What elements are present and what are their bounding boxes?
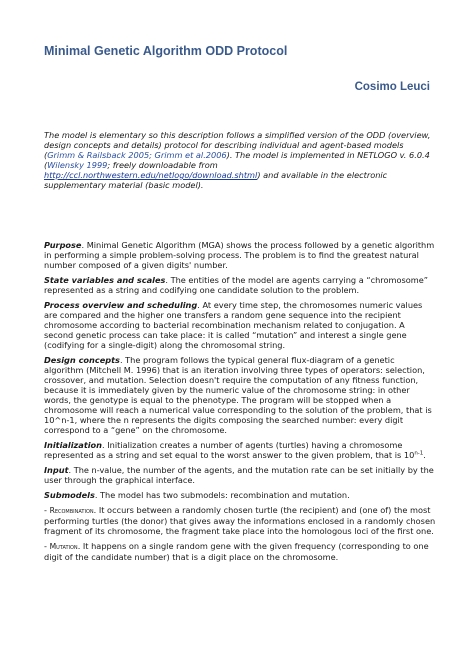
citation-link-wilensky[interactable]: Wilensky 1999: [47, 160, 108, 170]
citation-link-grimm[interactable]: Grimm & Railsback 2005; Grimm et al.2006: [47, 150, 227, 160]
process-overview-text: . At every time step, the chromosomes numeric values are compared and the higher one transfers a random gene sequence into the recipient chromosome according to bacterial recombination mechanism related to conjugation. A second genetic process can take place: it is called “mutation” and interest a single gene (codifying for a single-digit) along the chromosomal string.: [44, 300, 423, 350]
input-paragraph: [44, 465, 436, 485]
submodels-paragraph: [44, 490, 436, 500]
abstract: [44, 130, 436, 190]
abstract-text-2: ). The model is implemented in NETLOGO v. 6.0.4 (: [44, 150, 430, 170]
initialization-heading: Initialization: [44, 440, 103, 450]
state-variables-text: . The entities of the model are agents carrying a “chromosome” represented as a string and codifying one candidate solution to the problem.: [44, 275, 428, 295]
process-overview-paragraph: [44, 300, 436, 350]
design-concepts-text-1: . The program follows the typical general flux-diagram of a genetic algorithm (: [44, 355, 395, 375]
abstract-text-3: ; freely downloadable from: [107, 160, 218, 170]
state-variables-paragraph: [44, 275, 436, 295]
recombination-dash: -: [44, 505, 50, 515]
initialization-end: .: [423, 450, 426, 460]
mutation-name: Mutation: [49, 542, 78, 551]
recombination-name: Recombination: [49, 506, 94, 515]
mutation-paragraph: [44, 541, 436, 562]
mutation-dash: -: [44, 541, 50, 551]
design-concepts-text-2: ) that is an iteration involving three types of operators: selection, crossover, and mutation. Selection doesn't require the computation of any fitness function, because it is immediately given by the numeric value of the chromosome string: in other words, the genotype is equal to the phenotype. The program will be stopped when a chromosome will reach a numerical value corresponding to the solution of the problem, that is 10^n-1, where the n represents the digits composing the searched number: every digit correspond to a “gene” on the chromosome.: [44, 365, 432, 435]
mutation-text: . It happens on a single random gene with the given frequency (corresponding to one digit of the candidate number) that is a digit place on the chromosome.: [44, 541, 429, 562]
input-text: . The n-value, the number of the agents, and the mutation rate can be set initially by the user through the graphical interface.: [44, 465, 434, 485]
document-body: [44, 240, 436, 567]
input-heading: Input: [44, 465, 69, 475]
process-overview-heading: Process overview and scheduling: [44, 300, 198, 310]
abstract-text-4: ) and available in the electronic supplementary material (basic model).: [44, 170, 388, 190]
purpose-heading: Purpose: [44, 240, 82, 250]
submodels-heading: Submodels: [44, 490, 95, 500]
abstract-text-1: The model is elementary so this description follows a simplified version of the ODD (overview, design concepts and details) protocol for describing individual and agent-based models (: [44, 130, 431, 160]
design-concepts-heading: Design concepts: [44, 355, 120, 365]
citation-mitchell: Mitchell M. 1996: [89, 365, 157, 375]
recombination-text: . It occurs between a randomly chosen turtle (the recipient) and (one of) the most performing turtles (the donor) that gives away the informations enclosed in a randomly chosen fragment of its chromosome, the fragment take place into the homologous loci of the first one.: [44, 505, 436, 536]
purpose-text: . Minimal Genetic Algorithm (MGA) shows the process followed by a genetic algorithm in performing a simple problem-solving process. The problem is to find the greatest natural number composed of a given digits' number.: [44, 240, 435, 270]
design-concepts-paragraph: [44, 355, 436, 435]
initialization-paragraph: [44, 440, 436, 460]
submodels-text: . The model has two submodels: recombination and mutation.: [94, 490, 350, 500]
initialization-exponent: n-1: [414, 450, 424, 457]
initialization-text: . Initialization creates a number of agents (turtles) having a chromosome represented as a string and set equal to the worst answer to the given problem, that is 10: [44, 440, 415, 460]
purpose-paragraph: [44, 240, 436, 270]
document-title: Minimal Genetic Algorithm ODD Protocol: [44, 44, 288, 58]
netlogo-download-link[interactable]: http://ccl.northwestern.edu/netlogo/download.shtml: [44, 170, 258, 180]
recombination-paragraph: [44, 505, 436, 536]
author-name: Cosimo Leuci: [354, 81, 430, 93]
state-variables-heading: State variables and scales: [44, 275, 166, 285]
